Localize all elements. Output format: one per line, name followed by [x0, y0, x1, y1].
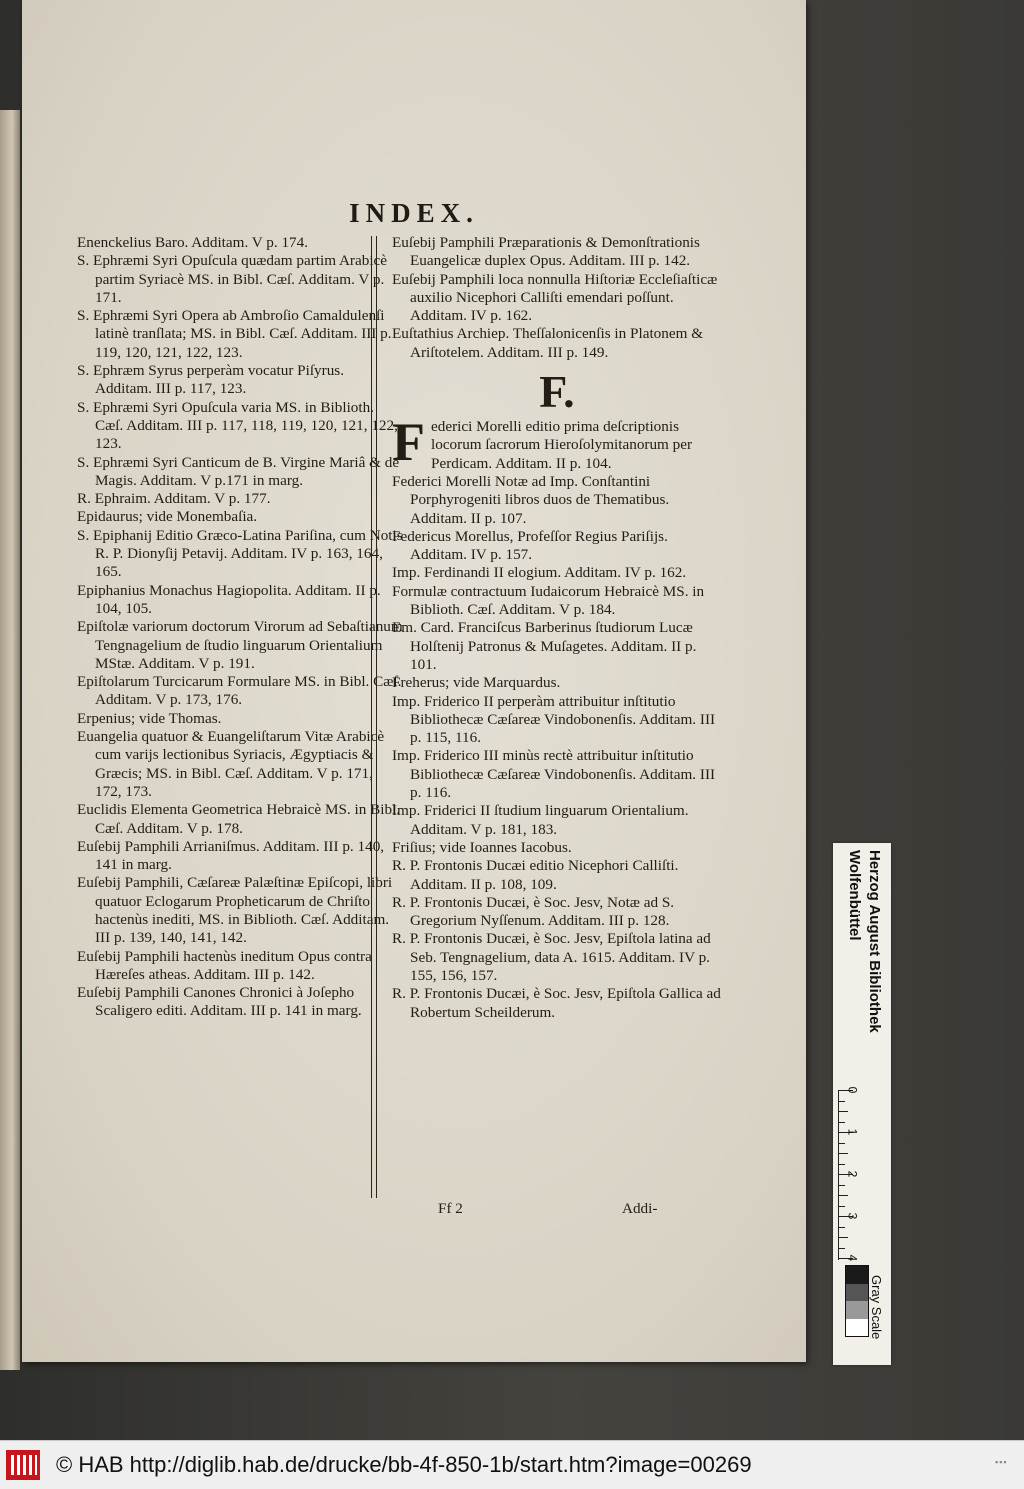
index-entry: Euſebij Pamphili Præparationis & Demonſtrationis Euangelicæ duplex Opus. Additam. III p. 142. [392, 234, 700, 270]
index-entry: Enenckelius Baro. Additam. V p. 174. [77, 234, 309, 251]
ruler-minor-tick [839, 1237, 848, 1238]
index-entry: Imp. Friderico II perperàm attribuitur inſtitutio Bibliothecæ Cæſareæ Vindobonenſis. Additam. III p. 115, 116. [392, 692, 716, 747]
index-entry: Formulæ contractuum Iudaicorum Hebraicè MS. in Biblioth. Cæſ. Additam. V p. 184. [392, 582, 705, 619]
footer-copyright-link[interactable]: © HAB http://diglib.hab.de/drucke/bb-4f-850-1b/start.htm?image=00269 [56, 1452, 752, 1477]
index-entry: R. Ephraim. Additam. V p. 177. [77, 490, 271, 508]
index-entry: Epiphanius Monachus Hagiopolita. Additam. II p. 104, 105. [77, 581, 381, 617]
index-entry: Federicus Morellus, Profeſſor Regius Pariſijs. Additam. IV p. 157. [392, 527, 668, 564]
scale-institution-line2: Wolfenbüttel [846, 850, 863, 941]
index-entry: S. Ephræmi Syri Opera ab Ambroſio Camaldulenſi latinè tranſlata; MS. in Bibl. Cæſ. Additam. III p. 119, 120, 121, 122, 123. [77, 307, 392, 361]
index-entry: Imp. Friderici II ſtudium linguarum Orientalium. Additam. V p. 181, 183. [392, 802, 689, 838]
ruler-minor-tick [839, 1122, 845, 1123]
book-page [22, 0, 806, 1362]
index-entry: Euſtathius Archiep. Theſſalonicenſis in Platonem & Ariſtotelem. Additam. III p. 149. [392, 325, 704, 361]
index-entry: Epidaurus; vide Monembaſia. [77, 508, 258, 526]
index-entry: R. P. Frontonis Ducæi, è Soc. Jesv, Notæ ad S. Gregorium Nyſſenum. Additam. III p. 128. [392, 893, 675, 930]
index-column-right [392, 234, 722, 1022]
ruler-minor-tick [839, 1227, 845, 1228]
ruler-tick-label: 4 [845, 1254, 860, 1262]
index-entry: R. P. Frontonis Ducæi editio Nicephori Calliſti. Additam. II p. 108, 109. [392, 857, 679, 893]
section-letter-f: F. [539, 366, 575, 418]
index-entry: Euſebij Pamphili, Cæſareæ Palæſtinæ Epiſcopi, libri quatuor Eclogarum Propheticarum de Chriſto hactenùs inediti, MS. in Biblioth. Cæſ. Additam. III p. 139, 140, 141, 142. [77, 874, 393, 947]
catchword: Addi- [622, 1200, 658, 1217]
dropcap-entry [392, 412, 722, 473]
ruler-minor-tick [839, 1143, 845, 1144]
ruler-tick-label: 0 [845, 1086, 860, 1094]
index-entry: Euclidis Elementa Geometrica Hebraicè MS. in Bibl. Cæſ. Additam. V p. 178. [77, 801, 401, 837]
scale-ruler [838, 1086, 885, 1262]
grayscale-patch-black [846, 1266, 868, 1284]
ruler-minor-tick [839, 1248, 845, 1249]
index-entry: Imp. Ferdinandi II elogium. Additam. IV p. 162. [392, 564, 687, 582]
ruler-tick-label: 1 [845, 1128, 860, 1136]
ruler-tick-label: 3 [845, 1212, 860, 1220]
ruler-minor-tick [839, 1164, 845, 1165]
index-entry: R. P. Frontonis Ducæi, è Soc. Jesv, Epiſtola latina ad Seb. Tengnagelium, data A. 1615. Additam. IV p. 155, 156, 157. [392, 930, 711, 984]
index-entry: Euſebij Pamphili loca nonnulla Hiſtoriæ Eccleſiaſticæ auxilio Nicephori Calliſti emendari poſſunt. Additam. IV p. 162. [392, 270, 718, 325]
scale-institution-line1 [864, 850, 884, 906]
grayscale-label: Gray Scale [869, 1275, 884, 1340]
dropcap-letter: F [392, 412, 425, 473]
index-entry: S. Ephræmi Syri Canticum de B. Virgine Mariâ & de Magis. Additam. V p.171 in marg. [77, 453, 400, 489]
adjacent-page-edge [0, 110, 20, 1370]
dropcap-entry-text: ederici Morelli editio prima deſcriptionis locorum ſacrorum Hieroſolymitanorum per Perdicam. Additam. II p. 104. [431, 418, 693, 472]
index-entry: R. P. Frontonis Ducæi, è Soc. Jesv, Epiſtola Gallica ad Robertum Scheilderum. [392, 985, 721, 1021]
ruler-minor-tick [839, 1101, 845, 1102]
index-entry: S. Ephræmi Syri Opuſcula quædam partim Arabicè partim Syriacè MS. in Bibl. Cæſ. Additam. V p. 171. [77, 252, 388, 306]
index-entry: Euſebij Pamphili Arrianiſmus. Additam. III p. 140, 141 in marg. [77, 837, 385, 874]
grayscale-patch-dark [846, 1284, 868, 1302]
index-entry: Euangelia quatuor & Euangeliſtarum Vitæ Arabicè cum varijs lectionibus Syriacis, Ægyptiacis & Græcis; MS. in Bibl. Cæſ. Additam. V p. 171, 172, 173. [77, 728, 385, 800]
ruler-minor-tick [839, 1195, 848, 1196]
index-entry: Federici Morelli Notæ ad Imp. Conſtantini Porphyrogeniti libros duos de Thematibus. Additam. II p. 107. [392, 472, 670, 527]
column-divider [371, 236, 377, 1198]
grayscale-patch-white [846, 1319, 868, 1337]
index-entry: S. Ephræmi Syri Opuſcula varia MS. in Biblioth. Cæſ. Additam. III p. 117, 118, 119, 120, 121, 122, 123. [77, 398, 398, 453]
index-entry: S. Epiphanij Editio Græco-Latina Pariſina, cum Notis R. P. Dionyſij Petavij. Additam. IV p. 163, 164, 165. [77, 526, 403, 581]
index-entry: Epiſtolarum Turcicarum Formulare MS. in Bibl. Cæſ. Additam. V p. 173, 176. [77, 673, 402, 709]
index-column-left [77, 234, 403, 1021]
index-entry: Friſius; vide Ioannes Iacobus. [392, 838, 572, 856]
index-entries-f [392, 473, 722, 1022]
page-title: INDEX. [349, 198, 479, 228]
index-entries-e-continued [392, 234, 722, 362]
hab-logo-icon [6, 1450, 40, 1480]
index-entry: Freherus; vide Marquardus. [392, 674, 561, 692]
ruler-minor-tick [839, 1111, 848, 1112]
ruler-tick-label: 2 [845, 1170, 860, 1178]
signature-mark: Ff 2 [438, 1200, 463, 1217]
index-entry: Em. Card. Franciſcus Barberinus ſtudiorum Lucæ Holſtenij Patronus & Muſagetes. Additam. II p. 101. [392, 619, 697, 673]
footer-mark: ▪▪▪ [995, 1457, 1008, 1467]
index-entry: Epiſtolæ variorum doctorum Virorum ad Sebaſtianum Tengnagelium de ſtudio linguarum Orientalium MStæ. Additam. V p. 191. [77, 618, 403, 672]
index-entry: Euſebij Pamphili Canones Chronici à Joſepho Scaligero editi. Additam. III p. 141 in marg. [77, 984, 362, 1020]
grayscale-patches [845, 1265, 869, 1337]
ruler-minor-tick [839, 1206, 845, 1207]
ruler-minor-tick [839, 1153, 848, 1154]
index-entry: Erpenius; vide Thomas. [77, 709, 222, 727]
index-entry: Euſebij Pamphili hactenùs ineditum Opus contra Hæreſes atheas. Additam. III p. 142. [77, 947, 372, 983]
scale-institution-label [846, 850, 884, 941]
grayscale-patch-mid [846, 1301, 868, 1319]
index-entry: S. Ephræm Syrus perperàm vocatur Piſyrus. Additam. III p. 117, 123. [77, 362, 345, 398]
ruler-minor-tick [839, 1185, 845, 1186]
footer-bar [0, 1440, 1024, 1489]
index-entry: Imp. Friderico III minùs rectè attribuitur inſtitutio Bibliothecæ Cæſareæ Vindobonenſis. Additam. III p. 116. [392, 747, 716, 802]
